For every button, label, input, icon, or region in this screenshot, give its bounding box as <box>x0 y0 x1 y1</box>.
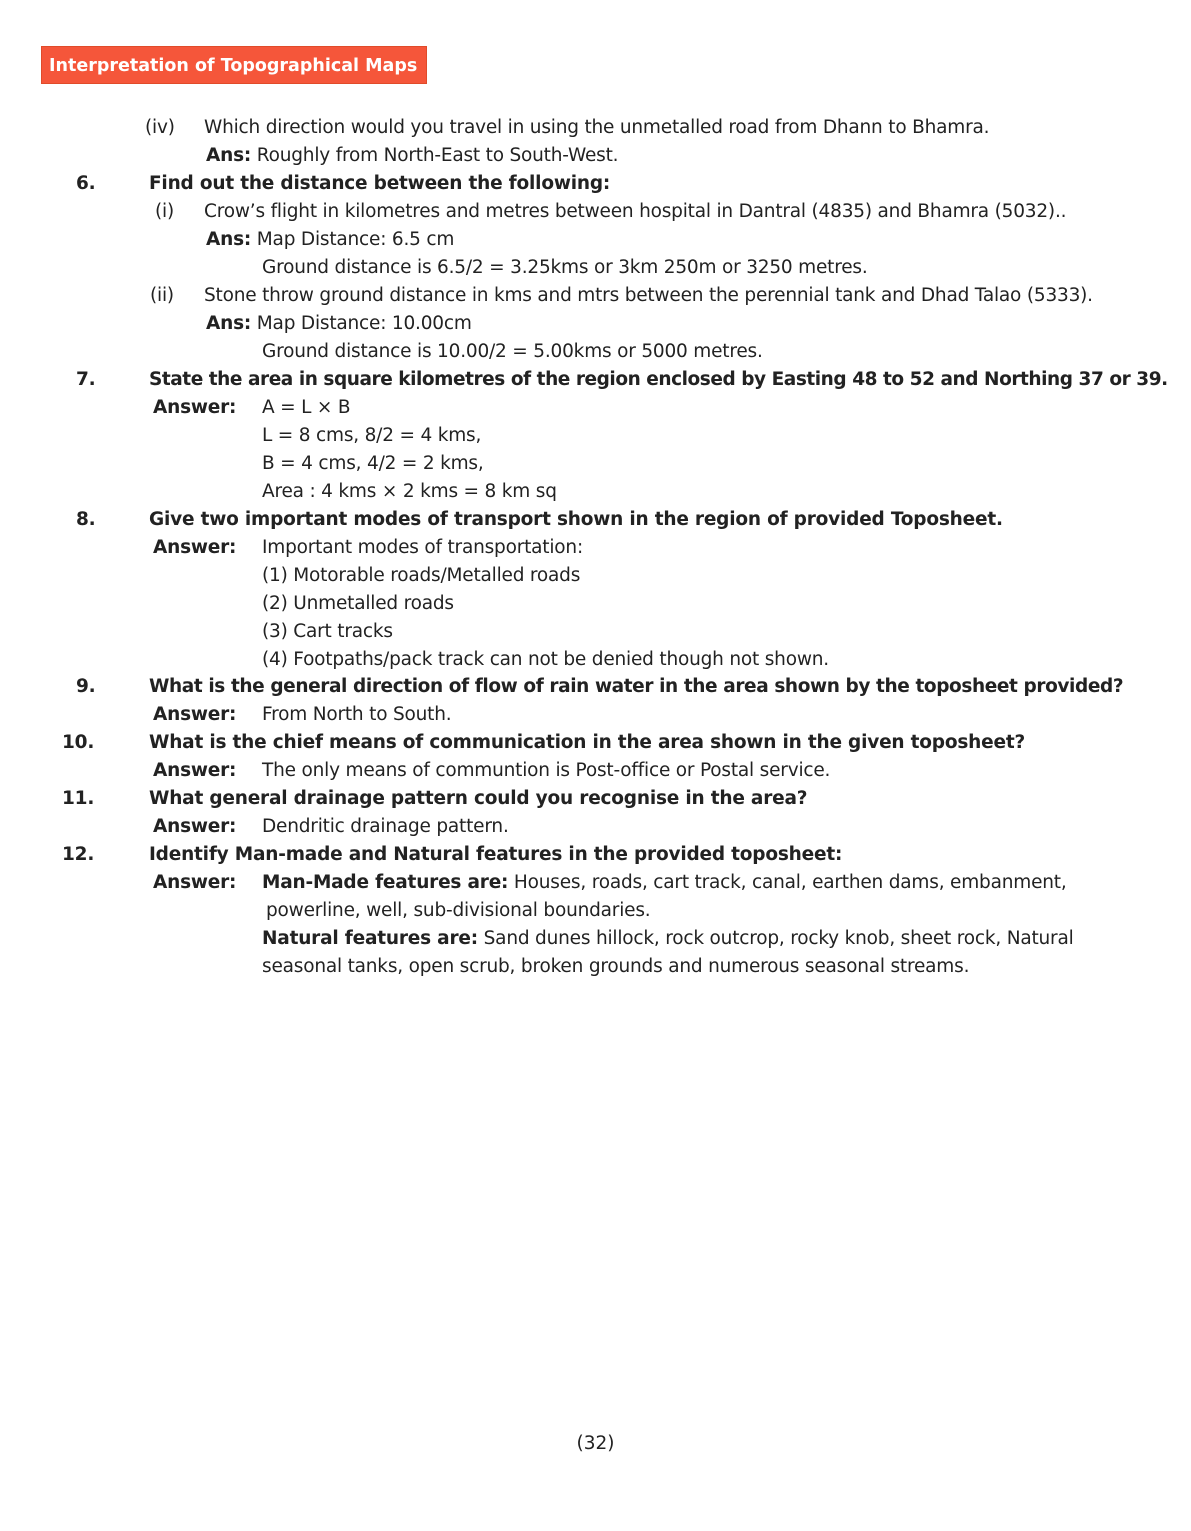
q9-number: 9. <box>76 676 96 697</box>
ans-label: Ans: <box>206 229 252 250</box>
q10-question: What is the chief means of communication in the area shown in the given toposheet? <box>149 732 1025 753</box>
q8-answer-line: Important modes of transportation: <box>262 537 583 558</box>
section-header-title: Interpretation of Topographical Maps <box>49 56 418 76</box>
q6-ii-marker: (ii) <box>150 285 174 306</box>
q6-ii-question: Stone throw ground distance in kms and mtrs between the perennial tank and Dhad Talao (5333). <box>204 285 1093 306</box>
q12-number: 12. <box>62 844 95 865</box>
q6-i-question: Crow’s flight in kilometres and metres between hospital in Dantral (4835) and Bhamra (5032).. <box>204 201 1067 222</box>
q7-answer-line: B = 4 cms, 4/2 = 2 kms, <box>262 453 484 474</box>
q6-ii-answer-line2: Ground distance is 10.00/2 = 5.00kms or 5000 metres. <box>262 341 763 362</box>
q6-i-answer <box>206 226 454 254</box>
q12-answer-label: Answer: <box>153 872 237 893</box>
q11-number: 11. <box>62 788 95 809</box>
q12-natural <box>262 925 1074 953</box>
ans-label: Ans: <box>206 145 252 166</box>
manmade-text: Houses, roads, cart track, canal, earthen dams, embanment, <box>508 872 1067 893</box>
q11-answer: Dendritic drainage pattern. <box>262 816 509 837</box>
q10-answer: The only means of communtion is Post-office or Postal service. <box>262 760 831 781</box>
q12-manmade-line2: powerline, well, sub-divisional boundaries. <box>266 900 651 921</box>
q8-question: Give two important modes of transport shown in the region of provided Toposheet. <box>149 509 1003 530</box>
page-number: (32) <box>576 1433 615 1454</box>
q7-answer-line: A = L × B <box>262 397 351 418</box>
q5-iv-answer <box>206 142 618 170</box>
q8-answer-label: Answer: <box>153 537 237 558</box>
q5-iv-marker: (iv) <box>145 117 175 138</box>
q7-answer-label: Answer: <box>153 397 237 418</box>
q8-answer-line: (3) Cart tracks <box>262 621 393 642</box>
ans-text: Map Distance: 10.00cm <box>251 313 472 334</box>
natural-text: Sand dunes hillock, rock outcrop, rocky knob, sheet rock, Natural <box>477 928 1074 949</box>
q9-question: What is the general direction of flow of rain water in the area shown by the toposheet provided? <box>149 676 1124 697</box>
q6-question: Find out the distance between the following: <box>149 173 611 194</box>
q12-question: Identify Man-made and Natural features in the provided toposheet: <box>149 844 843 865</box>
q7-answer-line: L = 8 cms, 8/2 = 4 kms, <box>262 425 482 446</box>
q8-number: 8. <box>76 509 96 530</box>
q7-answer-line: Area : 4 kms × 2 kms = 8 km sq <box>262 481 557 502</box>
section-header <box>41 46 427 84</box>
ans-label: Ans: <box>206 313 252 334</box>
q12-natural-line2: seasonal tanks, open scrub, broken grounds and numerous seasonal streams. <box>262 956 970 977</box>
q11-question: What general drainage pattern could you recognise in the area? <box>149 788 808 809</box>
q7-number: 7. <box>76 369 96 390</box>
q12-manmade <box>262 869 1067 897</box>
q8-answer-line: (4) Footpaths/pack track can not be denied though not shown. <box>262 649 829 670</box>
q8-answer-line: (1) Motorable roads/Metalled roads <box>262 565 581 586</box>
q9-answer-label: Answer: <box>153 704 237 725</box>
q10-number: 10. <box>62 732 95 753</box>
q5-iv-question: Which direction would you travel in using the unmetalled road from Dhann to Bhamra. <box>204 117 990 138</box>
q6-number: 6. <box>76 173 96 194</box>
natural-label: Natural features are: <box>262 928 478 949</box>
q11-answer-label: Answer: <box>153 816 237 837</box>
q6-i-answer-line2: Ground distance is 6.5/2 = 3.25kms or 3km 250m or 3250 metres. <box>262 257 868 278</box>
manmade-label: Man-Made features are: <box>262 872 509 893</box>
q9-answer: From North to South. <box>262 704 452 725</box>
q7-question: State the area in square kilometres of the region enclosed by Easting 48 to 52 and Northing 37 or 39. <box>149 369 1168 390</box>
q8-answer-line: (2) Unmetalled roads <box>262 593 454 614</box>
ans-text: Roughly from North-East to South-West. <box>251 145 619 166</box>
q10-answer-label: Answer: <box>153 760 237 781</box>
q6-ii-answer <box>206 310 472 338</box>
q6-i-marker: (i) <box>155 201 174 222</box>
ans-text: Map Distance: 6.5 cm <box>251 229 455 250</box>
